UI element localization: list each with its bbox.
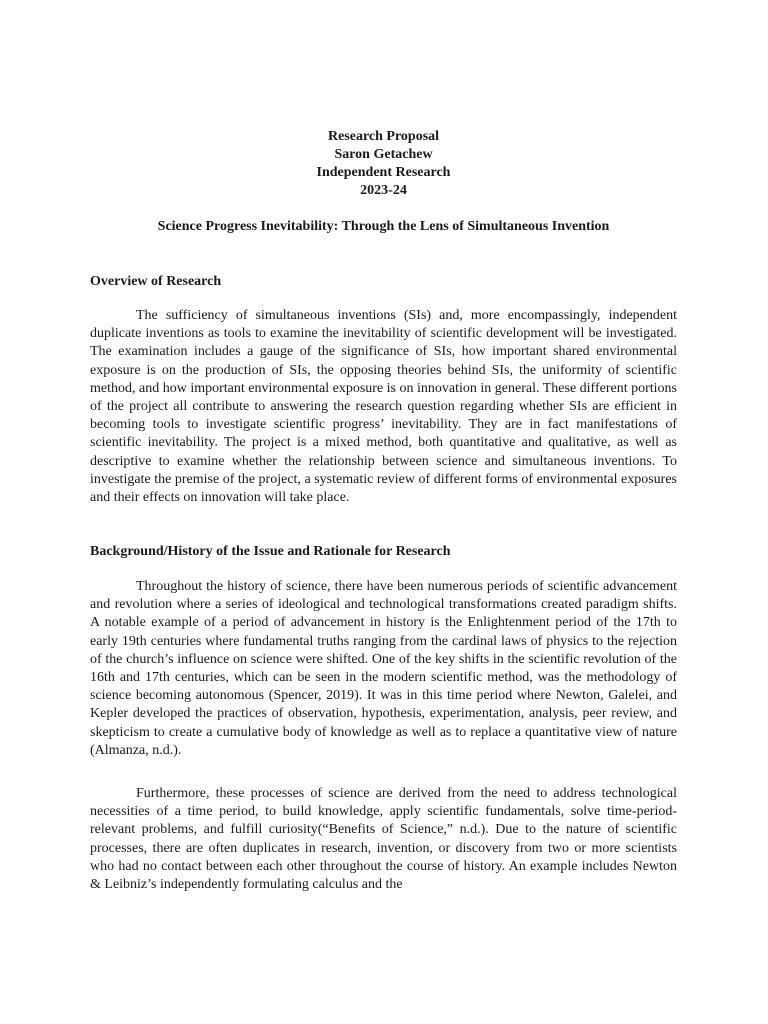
document-header: [90, 128, 677, 200]
background-paragraph-1: Throughout the history of science, there have been numerous periods of scientific advancement and revolution where a series of ideological and technological transformations created paradigm shifts. A notable example of a period of advancement in history is the Enlightenment period of the 17th to early 19th centuries where fundamental truths ranging from the cardinal laws of physics to the rejection of the church’s influence on science were shifted. One of the key shifts in the scientific revolution of the 16th and 17th centuries, which can be seen in the modern scientific method, was the methodology of science becoming autonomous (Spencer, 2019). It was in this time period where Newton, Galelei, and Kepler developed the practices of observation, hypothesis, experimentation, analysis, peer review, and skepticism to create a cumulative body of knowledge as well as to replace a quantitative view of nature (Almanza, n.d.).: [90, 579, 677, 758]
overview-paragraph: The sufficiency of simultaneous inventions (SIs) and, more encompassingly, independent duplicate inventions as tools to examine the inevitability of scientific development will be investigated. The examination includes a gauge of the significance of SIs, how important shared environmental exposure is on the production of SIs, the opposing theories behind SIs, the uniformity of scientific method, and how important environmental exposure is on innovation in general. These different portions of the project all contribute to answering the research question regarding whether SIs are efficient in becoming tools to investigate scientific progress’ inevitability. They are in fact manifestations of scientific inevitability. The project is a mixed method, both quantitative and qualitative, as well as descriptive to examine whether the relationship between science and simultaneous inventions. To investigate the premise of the project, a systematic review of different forms of environmental exposures and their effects on innovation will take place.: [90, 308, 677, 506]
header-doc-type: Research Proposal: [327, 129, 440, 144]
header-author: Saron Getachew: [334, 147, 433, 162]
header-course: Independent Research: [316, 165, 451, 180]
background-paragraph-2: Furthermore, these processes of science are derived from the need to address technological necessities of a time period, to build knowledge, apply scientific fundamentals, solve time-period-relevant problems, and fulfill curiosity(“Benefits of Science,” n.d.). Due to the nature of scientific processes, there are often duplicates in research, invention, or discovery from two or more scientists who had no contact between each other throughout the course of history. An example includes Newton & Leibniz’s independently formulating calculus and the: [90, 786, 677, 893]
header-year: 2023-24: [360, 183, 407, 198]
document-title: Science Progress Inevitability: Through the Lens of Simultaneous Invention: [157, 219, 610, 234]
overview-heading: Overview of Research: [90, 274, 222, 289]
background-heading: Background/History of the Issue and Rationale for Research: [90, 544, 451, 559]
